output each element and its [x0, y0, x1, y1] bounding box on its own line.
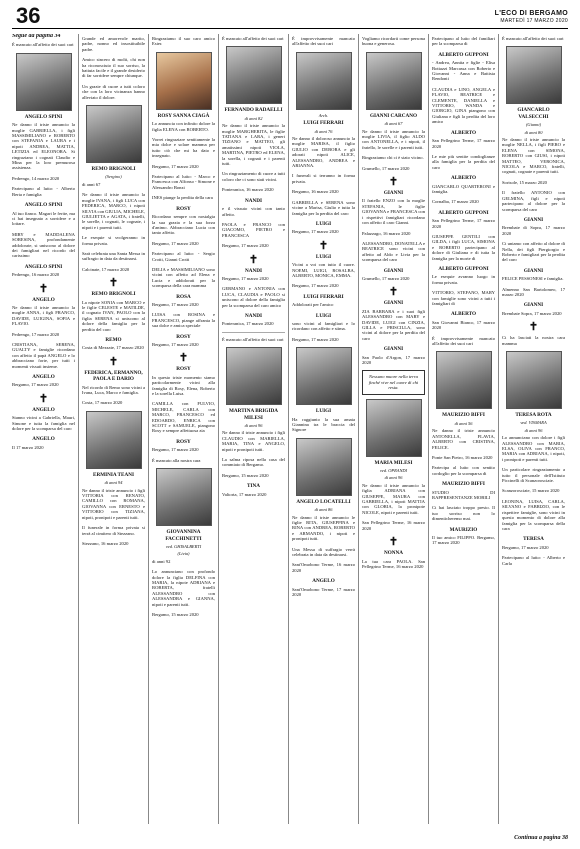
notice-text: Sant'Omobono Terme, 17 marzo 2020: [292, 586, 355, 598]
name-caption: di anni 76: [314, 128, 333, 134]
notice-text: Un ringraziamento di cuore a tutti coloro che ci sono stati vicini.: [222, 171, 285, 182]
notice-text: Bergamo, 17 marzo 2020: [152, 240, 199, 246]
notice-text: CRISTIANA, SERENA, GUALTY e famiglie ricordano con affetto il papà ANGELO e lo abbracciano forte, per tutti i momenti vissuti insieme.: [12, 342, 75, 369]
column-2: [78, 34, 148, 824]
name-caption: Arch.: [318, 112, 329, 118]
column-8: [498, 34, 568, 824]
notice-text: Ne danno il triste annuncio la figlia ADRIANA con GIUSEPPE, MAURA con GABRIELLA, i nipoti MATTIA con GLORIA, la pronipote NICOLE, nipoti e parenti tutti.: [362, 482, 425, 515]
notice-text: Ne danno il triste annuncio la moglie LIVIA, il figlio ALDO con ANTONELLA, e i nipoti, il fratello, le sorelle e i parenti tutti.: [362, 128, 425, 150]
deceased-name: ANGELO: [32, 296, 55, 303]
notice-text: San Giovanni Bianco, 17 marzo 2020: [432, 319, 495, 331]
column-5: [288, 34, 358, 824]
deceased-name: GIANNI: [523, 302, 544, 309]
notice-text: GERMANO e ANTONIA con LUCA, CLAUDIA e PAOLO si uniscono al dolore della famiglia per la scomparsa del caro amico: [222, 286, 285, 308]
notice-text: È improvvisamente mancato all'affetto dei suoi cari: [432, 335, 495, 347]
deceased-name: ERMINIA TEANI: [93, 471, 134, 478]
deceased-name: ALBERTO: [450, 129, 477, 136]
notice-text: CAMILLA con FULVIO, MICHELE, CARLA con MARCO, FRANCESCO ed EDOARDO, ENRICA con SCOTT e SAMUELE, piangono Rosy e sempre affettuosa zia: [152, 401, 215, 434]
deceased-name: ALBERTO GUPPONI: [438, 266, 489, 272]
continuation-note: Continua a pagina 38: [514, 835, 568, 841]
notice-text: È mancato all'affetto dei suoi cari: [502, 36, 564, 41]
cross-icon: ✝: [38, 282, 49, 295]
column-4: [218, 34, 288, 824]
deceased-name: ANGELO: [32, 406, 55, 413]
portrait-photo: [156, 52, 212, 110]
name-caption: ved. GHISALBERTI: [165, 543, 202, 549]
cross-icon: ✝: [388, 176, 399, 189]
column-3: [148, 34, 218, 824]
notice-text: Lo annunciano con dolore i figli ALESSANDRO con MARIA, ELSA, OLIVA con FRANCO, MARIA con ADRIANA, i nipoti, i pronipoti e parenti tutti.: [502, 435, 565, 462]
notice-text: GIANCARLO QUARTERONI e famiglia.: [432, 183, 495, 194]
notice-text: Almenno San Bartolomeo, 17 marzo 2020: [502, 286, 565, 297]
page-number: 36: [16, 3, 41, 28]
notice-text: Stanno vicini a Gabriella, Mauri, Simone e tutta la famiglia nel dolore per la scomparsa del caro: [12, 415, 75, 432]
name-caption: (Livia): [177, 551, 190, 557]
deceased-name: GIANNI: [523, 267, 544, 274]
notice-text: Un particolare ringraziamento a tutto il personale dell'Istituto Piccinelli di Scanzorosciate.: [502, 467, 565, 484]
notice-text: di anni 92: [152, 558, 171, 564]
notice-text: Ne danno il triste annuncio la moglie GABRIELLA, i figli MASSIMILIANO e ROBERTO con STEFANIA e LAURA e i nipoti ANDREA, MATTIA, LETIZIA ed ELEONORA. Si ringraziano i cognati Claudio e Mina per la loro premurosa assistenza.: [12, 122, 75, 171]
portrait-photo: [366, 52, 422, 110]
deceased-name: ROSA: [176, 293, 191, 300]
notice-text: Le mie più sentite condoglianze alla famiglia per la perdita del caro: [432, 153, 495, 170]
deceased-name: ROSY: [176, 205, 191, 212]
notice-text: Bergamo, 16 marzo 2020: [292, 189, 339, 195]
deceased-name: ANGELO LOCATELLI: [296, 498, 351, 505]
notice-text: Ha raggiunto la sua amata Giannina tra le braccia del Signore: [292, 416, 355, 433]
column-6: [358, 34, 428, 824]
notice-text: I funerali si terranno in forma privata.: [292, 173, 355, 184]
notice-text: Bergamo, 17 marzo 2020: [502, 544, 549, 550]
name-caption: di anni 80: [524, 129, 543, 135]
notice-text: È mancato all'affetto dei suoi cari: [12, 42, 74, 48]
notice-text: sono vicini al famigliari e lo ricordano con affetto e stima.: [292, 320, 355, 332]
notice-text: È improvvisamente mancato all'affetto dei suoi cari: [292, 36, 355, 47]
notice-text: ALESSANDRO, DONATELLA e BEATRICE sono vicini con affetto ad Aldo e Livia per la scomparsa del caro: [362, 240, 425, 263]
notice-text: Brembate di Sopra, 17 marzo 2020: [502, 225, 565, 236]
column-1: [12, 34, 78, 824]
cross-icon: ✝: [38, 392, 49, 405]
notice-text: di anni 67: [82, 181, 101, 187]
deceased-name: LUIGI: [315, 312, 332, 319]
notice-text: DELIA e MASSIMILIANO sono vicini con affetto ad Elena e Lucia e addolorati per la scomparsa della cara mamma: [152, 266, 215, 289]
notice-text: Bergamo, 17 marzo 2020: [152, 301, 199, 307]
notice-text: FELICE PESSONESI e famiglia.: [502, 276, 564, 282]
portrait-photo: [506, 46, 562, 104]
notice-text: Ponteranica, 17 marzo 2020: [222, 321, 274, 327]
cross-icon: ✝: [318, 239, 329, 252]
notice-text: PAOLA e FRANCO con GIACOMO, PIETRO e FRANCESCA: [222, 221, 285, 238]
notice-text: Calcinate, 17 marzo 2020: [82, 266, 130, 272]
notice-text: Partecipano al lutto: - Alberto e Carla: [502, 555, 565, 566]
portrait-photo: [366, 399, 422, 457]
notice-text: Bergamo, 17 marzo 2020: [152, 342, 199, 347]
notice-text: Nel ricordo di Remo sono vicini a Ivana, Luca, Marco e famiglia.: [82, 384, 145, 396]
notice-text: Ne danno il triste annuncio i figli VITTORIA con RENATO, CAMILLO con ROMANA, GIOVANNA con ERNESTO e VITTORIO con TIZIANA, nipoti, pronipoti e parenti tutti.: [82, 487, 145, 520]
column-7: [428, 34, 498, 824]
header-rule: [12, 28, 568, 29]
deceased-name: MARTINA BRIGIDA MILESI: [229, 408, 278, 421]
deceased-name: ROSY: [176, 333, 191, 340]
deceased-name: REMO BRIGNOLI: [91, 166, 136, 173]
notice-text: Ne danno il triste annuncio le figlie RITA, GIUSEPPINA e RINA con ANDREA, ROBERTO e ARMANDO, i nipoti e pronipoti tutti.: [292, 514, 355, 542]
notice-text: Bergamo, 17 marzo 2020: [152, 163, 199, 169]
name-caption: di anni 96: [524, 427, 543, 433]
obituary-columns: [12, 34, 568, 824]
portrait-photo: [506, 351, 562, 409]
notice-text: ZIA BARBARA e i suoi figli ALESSANDRO con MARY e DAVIDE, LUIGI con CINZIA, GILLA e PRISCILLA, sono vicini al dolore per la perdita del caro: [362, 308, 425, 341]
notice-text: Pedrengo, 16 marzo 2020: [12, 272, 60, 278]
deceased-name: ANGELO SPINI: [24, 202, 63, 209]
notice-text: In questo triste momento siamo particolarmente vicini alla famiglia di Rosy, Elena, Roberto e la sorella Luisa.: [152, 374, 215, 397]
deceased-name: GIANNI: [383, 300, 404, 307]
notice-text: Partecipano al lutto: - Sergio Crotti, Gianni Crotti: [152, 251, 215, 262]
deceased-name: TERESA ROTA: [515, 412, 552, 418]
notice-text: La salma riposa nella casa del commiato di Bergamo.: [222, 457, 285, 468]
notice-text: Bergamo, 17 marzo 2020: [222, 275, 269, 281]
notice-text: Ne danno il triste annuncio la moglie MARGHERITA, le figlie TATIANA e LARA, i generi TIZIANO e MATTEO, gli amatissimi nipoti VIOLA, MARTINA, PIETRO ed ELENA, la sorella, i cognati e i parenti tutti.: [222, 123, 285, 167]
notice-text: Ne danno il triste annuncio la moglie NELLA, i figli PIERO e ELENA con SIMONA, ROBERTO con GIUSI, i nipoti MATTEO, VERONICA, NICOLA e MARCO, fratelli, cognati, cognate e parenti tutti.: [502, 137, 565, 175]
notice-text: Ne danno il doloroso annuncio la moglie MARISA, il figlio GIULIO con DEBORA e gli adorati nipoti ALICE, ALESSANDRO, ANDREA e ARIANNA.: [292, 136, 355, 169]
notice-text: Vicini a voi con tutto il cuore. NOEMI, LUIGI, ROSALBA, ALBERTO, MONICA, EMMA.: [292, 262, 355, 278]
cross-icon: ✝: [388, 536, 399, 549]
deceased-name: MARIA MILESI: [374, 459, 413, 466]
notice-text: Partecipano al lutto: - Alberto Berta e famiglia: [12, 186, 75, 197]
deceased-name: MAURIZIO BIFFI: [442, 412, 485, 419]
cross-icon: ✝: [388, 286, 399, 299]
notice-text: Bergamo, 17 marzo 2020: [152, 447, 199, 453]
deceased-name: ROSY SANNA CIAGÀ: [157, 112, 210, 119]
deceased-name: ANGELO: [32, 436, 55, 443]
notice-text: Grumello, 17 marzo 2020: [362, 275, 410, 281]
notice-text: Lo annuncia con infinito dolore la figlia ELENA con ROBERTO.: [152, 121, 215, 132]
notice-text: Ne danno il triste annuncio la moglie ANNA, i figli FRANCO, DAVIDE, LUIGINA, SOFIA e FLAVIO.: [12, 304, 75, 327]
notice-text: Cornalba, 17 marzo 2020: [432, 199, 479, 205]
portrait-photo: [296, 52, 352, 110]
deceased-name: ALBERTO: [450, 175, 477, 182]
name-caption: (Sergino): [105, 174, 122, 180]
deceased-name: ROSY: [176, 438, 191, 445]
notice-text: Il fratello ENZO con la moglie STEFANIA, le figlie GIOVANNA e FRANCESCA con i rispettivi famigliari ricordano con affetto il caro Gianni.: [362, 198, 425, 226]
notice-text: Il fratello ANTONIO con GELMINA, figli e nipoti partecipano al dolore per la scomparsa del caro: [502, 190, 565, 212]
deceased-name: REMO: [105, 337, 122, 343]
notice-text: Bergamo, 15 marzo 2020: [152, 611, 199, 617]
name-caption: (Gianni): [525, 122, 542, 128]
name-caption: di anni 94: [104, 480, 123, 486]
notice-text: CLAUDIA e LINO, ANGELA e FLAVIO, BEATRICE e CLEMENTE, DANIELLA e VITTORIO, WANDA e GIORGIO, GINA piangono con Giuliana e figli la perdita del loro amico: [432, 86, 495, 125]
portrait-photo: [86, 105, 142, 163]
notice-text: Sarà celebrata una Santa Messa in suffragio in data da destinarsi.: [82, 250, 145, 262]
deceased-name: TERESA: [523, 536, 544, 543]
cross-icon: ✝: [108, 355, 119, 368]
cross-icon: ✝: [248, 253, 259, 266]
deceased-name: NONNA: [383, 550, 404, 557]
notice-text: LUISA con ROSINA e FRANCESCO, piange affranta la sua dolce e amica speciale: [152, 312, 215, 329]
deceased-name: ROSY: [176, 366, 191, 373]
deceased-name: GIOVANNINA FACCHINETTI: [165, 529, 202, 542]
notice-text: e il vissuto vicini con tanto affetto.: [222, 206, 285, 217]
notice-text: Pedrengo, 14 marzo 2020: [12, 175, 60, 181]
notice-text: Pedrengo, 17 marzo 2020: [12, 331, 60, 337]
notice-text: Costa, 17 marzo 2020: [82, 400, 123, 406]
deceased-name: ALBERTO GUPPONI: [438, 209, 489, 216]
deceased-name: TINA: [247, 483, 260, 490]
notice-text: GABRIELLA e SERENA sono vicine a Marisa, Giulio e tutta la famiglia per la perdita del caro: [292, 199, 355, 216]
deceased-name: LUIGI: [315, 220, 332, 227]
cross-icon: ✝: [178, 352, 189, 365]
notice-text: Grumello, 17 marzo 2020: [362, 165, 410, 171]
notice-text: Partecipano al lutto: - Marco e Francesca con Alfonso - Simone e Alessandro Bonzi: [152, 174, 215, 190]
portrait-photo: [226, 347, 282, 405]
notice-text: Ponte San Pietro, 16 marzo 2020: [432, 454, 493, 460]
notice-text: Lo annunciano con profondo dolore la figlia DELFINA con MARIA, la nipote ADRIANA e ROBERTA, fratelli ALESSANDRO con ALESSANDRA e GIANNA, nipoti e parenti tutti.: [152, 569, 215, 607]
notice-text: Bergamo, 17 marzo 2020: [222, 243, 269, 249]
notice-text: È mancato all'affetto dei suoi cari: [222, 336, 284, 342]
deceased-name: ALBERTO GUPPONI: [438, 51, 489, 58]
deceased-name: ANGELO: [32, 374, 55, 381]
deceased-name: FERNANDO RADAELLI: [224, 107, 283, 114]
masthead: [495, 10, 568, 24]
name-caption: di anni 96: [244, 423, 263, 428]
deceased-name: ANGELO: [312, 578, 335, 585]
notice-text: Ci hai lasciato troppo presto. Il tuo sorriso non lo dimenticheremo mai.: [432, 505, 495, 522]
notice-text: Addolorati per l'amico: [292, 302, 334, 308]
portrait-photo: [16, 53, 72, 111]
name-caption: di anni 56: [454, 420, 473, 426]
deceased-name: REMO BRIGNOLI: [91, 291, 136, 298]
notice-text: MIRY e MADDALENA SORESINA, profondamente addolorate, si uniscono al dolore dei famigliari nel ricordo del carissimo: [12, 231, 75, 259]
deceased-name: ANGELO SPINI: [24, 263, 63, 270]
notice-text: - Andrea, Annita e figlie - Elisa Bottazzi Marcassa con Roberto e Giovanni - Anna e Battista Rendonti: [432, 60, 495, 82]
deceased-name: LUIGI: [315, 408, 332, 415]
notice-text: La tua cara PAOLA. San Pellegrino Terme, 16 marzo 2020: [362, 558, 425, 569]
notice-text: San Pellegrino Terme, 17 marzo 2020: [432, 218, 495, 229]
notice-text: Una Messa di suffragio verrà celebrata in data da destinarsi.: [292, 546, 355, 558]
name-caption: di anni 86: [314, 507, 333, 513]
notice-text: Ricordano sempre con nostalgia la sua grazia e la sua forza d'animo. Abbracciano Lucia con tanto affetto.: [152, 214, 215, 236]
notice-text: Bergamo, 17 marzo 2020: [292, 229, 339, 235]
cross-icon: ✝: [108, 277, 119, 290]
notice-text: Bergamo, 17 marzo 2020: [12, 382, 59, 388]
notice-text: La nipote SONIA con MARCO e le figlie CELESTE e MATILDE, il cognato IVAN, PAOLO con la figlia SERENA si uniscono al dolore della famiglia per la perdita del caro: [82, 299, 145, 332]
deceased-name: ANGELO SPINI: [24, 113, 63, 120]
notice-text: VITTORIO, STEFANO, MARY con famiglie sono vicini a tutti i famigliari di: [432, 290, 495, 307]
notice-text: Bergamo, 17 marzo 2020: [292, 283, 339, 289]
cross-icon: ✝: [528, 321, 539, 334]
portrait-photo: [436, 351, 492, 409]
deceased-name: NANDI: [244, 267, 262, 274]
notice-text: Ne danno il triste annuncio ANTONELLA, FLAVIA, ALBERTO con CRISTINA, FELICE.: [432, 428, 495, 450]
deceased-name: ALBERTO: [450, 311, 477, 318]
section-divider: [222, 332, 285, 333]
deceased-name: GIANNI CARCANO: [369, 112, 418, 119]
notice-text: Ne danno il triste annuncio la moglie IVANA, i figli LUCA con FEDERICA, MARCO, i nipoti SILVIA con GIULIA, MICHELE, GIULIETTA e AGATA, i fratelli, le sorelle, i cognati, le cognate, i nipoti e i parenti tutti.: [82, 192, 145, 230]
notice-text: Partecipano al lutto del familiari per la scomparsa di: [432, 36, 495, 47]
notice-text: Partecipa al lutto con sentito cordoglio per la scomparsa di: [432, 465, 495, 476]
deceased-name: NANDI: [244, 197, 262, 204]
deceased-name: LUIGI FERRARI: [303, 293, 344, 300]
notice-text: Le esequie si svolgeranno in forma privata.: [82, 235, 145, 246]
deceased-name: MAURIZIO: [449, 526, 478, 533]
issue-date: MARTEDÌ 17 MARZO 2020: [500, 18, 568, 24]
newspaper-name: L'ECO DI BERGAMO: [494, 10, 568, 17]
portrait-photo: [296, 438, 352, 496]
notice-text: Valtorta, 17 marzo 2020: [222, 491, 267, 497]
notice-text: Vorrei ringraziare sentitamente la mia dolce e solare mamma per tutto ciò che mi ha dato e insegnato.: [152, 137, 215, 159]
portrait-photo: [226, 46, 282, 104]
deceased-name: GIANNI: [383, 190, 404, 197]
notice-text: Le esequie avranno luogo in forma privata.: [432, 274, 495, 285]
continuation-top: Segue da pagina 34: [12, 34, 61, 39]
notice-text: Ci ha lasciati la nostra cara mamma: [502, 335, 565, 346]
name-caption: ved. VISMARA: [520, 420, 547, 426]
notice-text: Stezzano, 16 marzo 2020: [82, 540, 129, 546]
deceased-name: GIANNI: [523, 216, 544, 223]
notice-text: LEONINA, LUISA, CARLA, SILVANO e FABRIZIO, con le rispettive famiglie, sono vicini in questo momento di dolore alla famiglia per la scomparsa della cara: [502, 498, 565, 531]
deceased-name: LUIGI FERRARI: [303, 120, 344, 127]
notice-text: Bergamo, 17 marzo 2020: [292, 336, 339, 342]
notice-text: San Paolo d'Argon, 17 marzo 2020: [362, 354, 425, 365]
notice-text: Scanzorosciate, 15 marzo 2020: [502, 488, 560, 494]
notice-text: San Pellegrino Terme, 17 marzo 2020: [432, 138, 495, 149]
notice-text: San Pellegrino Terme, 16 marzo 2020: [362, 520, 425, 531]
name-caption: di anni 96: [384, 475, 403, 481]
name-caption: di anni 67: [384, 121, 403, 127]
deceased-name: NANDI: [244, 312, 262, 319]
deceased-name: FEDERICA, ERMANNO, PAOLA E DARIO: [84, 369, 143, 383]
deceased-name: GIANNI: [383, 267, 404, 274]
notice-text: Ponteranica, 16 marzo 2020: [222, 187, 274, 193]
page-header: [0, 0, 580, 34]
notice-text: È mancato all'affetto dei suoi cari: [222, 36, 284, 41]
notice-text: Il tuo amico FILIPPO. Bergamo, 17 marzo 2020: [432, 534, 495, 546]
notice-text: Il funerale in forma privata si terrà al cimitero di Stezzano.: [82, 525, 145, 536]
notice-text: GIUSEPPE GENTILI con GILDA, i figli LUCA, SIMONA e ROBERTO partecipano al dolore di Giuliana e di tutta la famiglia per la morte di: [432, 233, 495, 261]
notice-text: Costa di Mezzate, 17 marzo 2020: [82, 345, 144, 351]
quote-box: Nessuno muore nella terra finché vive nel cuore di chi resta.: [362, 370, 425, 394]
notice-text: Un grazie di cuore a tutti coloro che con la loro vicinanza hanno alleviato il dolore.: [82, 83, 145, 100]
notice-text: È mancato alla nostra cara: [152, 457, 201, 463]
notice-text: Brembate Sopra, 17 marzo 2020: [502, 310, 562, 316]
notice-text: Ringraziamo il suo caro amico Ester.: [152, 36, 215, 47]
notice-text: Bergamo, 15 marzo 2020: [222, 472, 269, 478]
notice-text: Grande ed amorevole marito, padre, nonno ed insostituibile padre.: [82, 36, 145, 52]
portrait-photo: [156, 468, 212, 526]
notice-text: Palazzago, 16 marzo 2020: [362, 230, 411, 236]
notice-text: Al tuo fianco. Magari le ferite, ma ci hai insegnato a sorridere e a lottare.: [12, 210, 76, 227]
deceased-name: MAURIZIO BIFFI: [442, 481, 485, 488]
notice-text: Vogliamo ricordarti come persona buona e generosa.: [362, 36, 425, 47]
deceased-name: GIANCARLO VALSECCHI: [517, 107, 550, 120]
notice-text: Ringraziamo chi ci è stato vicino.: [362, 155, 424, 161]
notice-text: Ci uniamo con affetto al dolore di Nella, dei figli Piergiorgio e Roberto e famigliari per la perdita del caro: [502, 241, 565, 263]
portrait-photo: [86, 411, 142, 469]
notice-text: INES piange la perdita della cara: [152, 195, 213, 201]
notice-text: Sant'Omobono Terme, 16 marzo 2020: [292, 562, 355, 573]
notice-text: Sorisole, 15 marzo 2020: [502, 179, 547, 185]
name-caption: di anni 82: [244, 115, 263, 121]
portrait-photo: [296, 347, 352, 405]
notice-text: Ne danno il triste annuncio i figli CLAUDIO con MARIELLA, MARIA, TINA e ANGELO, nipoti e pronipoti tutti.: [222, 430, 285, 452]
name-caption: ved. OPRANDI: [379, 468, 408, 474]
notice-text: Amico sincero di molti, chi non ha riconosciuto il suo sorriso, la battuta facile e il grande desiderio di far sorridere sempre chiunque.: [82, 57, 145, 79]
notice-text: STUDIO DI RAPPRESENTANZE MOBILI: [432, 489, 495, 500]
notice-text: Il 17 marzo 2020: [12, 444, 44, 450]
deceased-name: LUIGI: [315, 253, 332, 260]
deceased-name: GIANNI: [383, 346, 404, 353]
